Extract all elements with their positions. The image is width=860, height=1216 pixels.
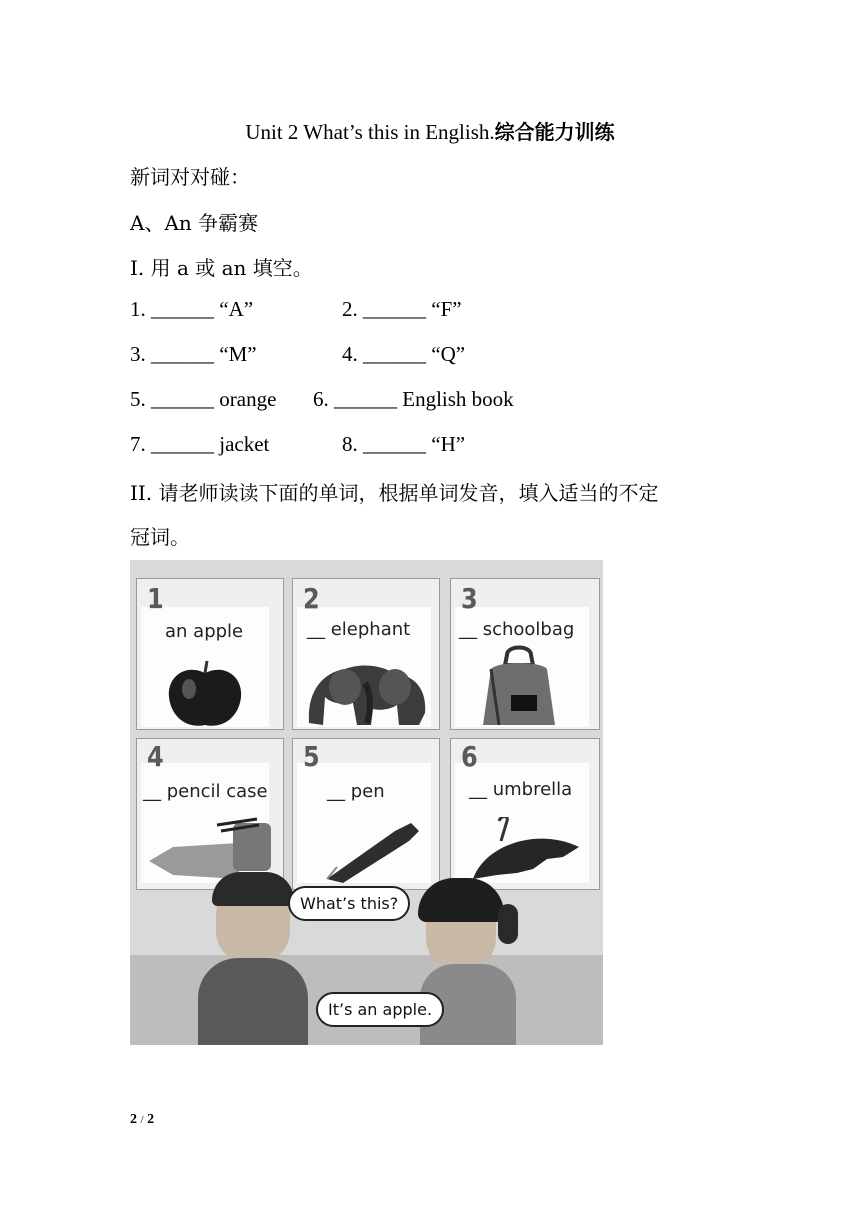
part-two-heading-continued: 冠词。 bbox=[130, 525, 190, 549]
exercise-item: 6. ______ English book bbox=[313, 387, 514, 411]
page-number bbox=[130, 1112, 154, 1128]
section-a-heading: A、An 争霸赛 bbox=[130, 211, 259, 235]
speech-bubble-boy: What’s this? bbox=[288, 886, 410, 921]
card-label: __ pencil case bbox=[143, 781, 268, 802]
classroom-illustration bbox=[130, 560, 603, 1045]
picture-card bbox=[136, 578, 284, 730]
exercise-item: 5. ______ orange bbox=[130, 387, 277, 411]
exercise-item: 4. ______ “Q” bbox=[342, 342, 466, 366]
picture-card bbox=[450, 578, 600, 730]
picture-card bbox=[292, 578, 440, 730]
document-title bbox=[0, 116, 860, 145]
umbrella-icon bbox=[467, 817, 583, 887]
elephant-icon bbox=[301, 653, 431, 729]
card-label: __ pen bbox=[327, 781, 385, 802]
exercise-item: 8. ______ “H” bbox=[342, 432, 466, 456]
intro-text: 新词对对碰： bbox=[130, 165, 250, 189]
exercise-item: 1. ______ “A” bbox=[130, 297, 254, 321]
picture-card bbox=[292, 738, 440, 890]
card-number: 5 bbox=[303, 740, 320, 774]
exercise-item: 3. ______ “M” bbox=[130, 342, 257, 366]
apple-icon bbox=[165, 659, 245, 731]
current-page: 2 bbox=[130, 1112, 137, 1127]
card-number: 3 bbox=[461, 582, 478, 616]
card-number: 6 bbox=[461, 740, 478, 774]
part-two-heading: II. 请老师读读下面的单词，根据单词发音，填入适当的不定 bbox=[130, 481, 659, 505]
schoolbag-icon bbox=[477, 645, 561, 729]
card-number: 1 bbox=[147, 582, 164, 616]
speech-bubble-girl: It’s an apple. bbox=[316, 992, 444, 1027]
pen-icon bbox=[323, 819, 423, 883]
title-chinese: 综合能力训练 bbox=[494, 120, 615, 144]
picture-card bbox=[450, 738, 600, 890]
page-separator: / bbox=[140, 1114, 144, 1126]
exercise-item: 7. ______ jacket bbox=[130, 432, 270, 456]
part-one-heading: I. 用 a 或 an 填空。 bbox=[130, 256, 313, 280]
card-label: __ elephant bbox=[307, 619, 411, 640]
exercise-item: 2. ______ “F” bbox=[342, 297, 462, 321]
picture-card bbox=[136, 738, 284, 890]
total-pages: 2 bbox=[147, 1112, 155, 1127]
card-number: 2 bbox=[303, 582, 320, 616]
card-label: __ umbrella bbox=[469, 779, 573, 800]
card-label: __ schoolbag bbox=[459, 619, 575, 640]
card-number: 4 bbox=[147, 740, 164, 774]
title-english: Unit 2 What’s this in English. bbox=[245, 120, 495, 144]
card-label: an apple bbox=[165, 621, 244, 642]
